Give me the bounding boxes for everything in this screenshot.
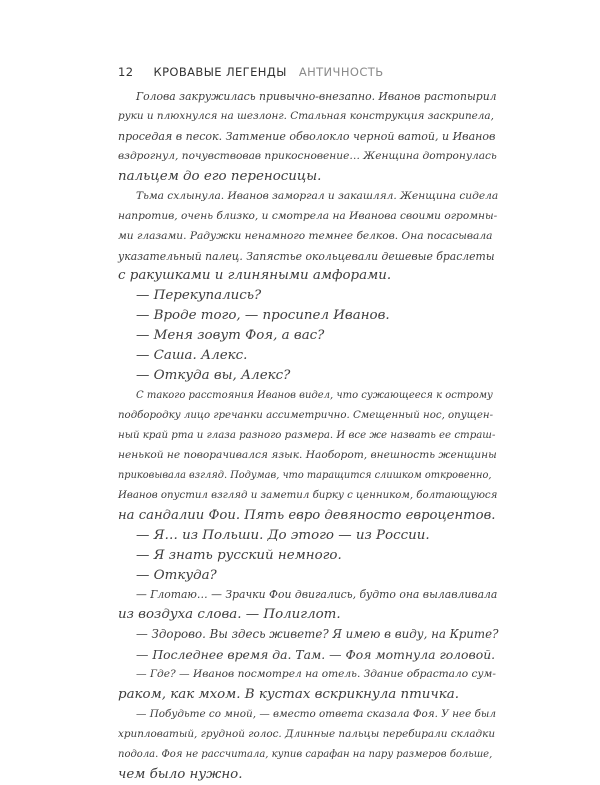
text-line: — Меня зовут Фоя, а вас? [136,328,325,344]
text-line: хрипловатый, грудной голос. Длинные пальцы перебирали складки [118,728,496,740]
text-line: с ракушками и глиняными амфорами. [118,268,392,284]
text-line: — Саша. Алекс. [136,348,248,364]
text-line: — Я… из Польши. До этого — из России. [136,527,430,543]
text-line: — Вроде того, — просипел Иванов. [136,308,390,324]
text-line: проседая в песок. Затмение обволокло черной ватой, и Иванов [118,129,496,143]
text-line: — Перекупались? [136,288,262,304]
running-head [118,65,383,79]
text-line: на сандалии Фои. Пять евро девяносто евроцентов. [118,507,496,523]
text-line: — Откуда? [136,567,217,583]
text-line: Тьма схлынула. Иванов заморгал и закашлял. Женщина сидела [136,189,499,202]
text-line: — Последнее время да. Там. — Фоя мотнула головой. [136,647,496,663]
body-text [118,87,498,785]
text-line: подола. Фоя не рассчитала, купив сарафан на пару размеров больше, [118,748,493,760]
text-line: ненькой не поворачивался язык. Наоборот, внешность женщины [118,448,497,461]
text-line: приковывала взгляд. Подумав, что таращится слишком откровенно, [118,469,492,481]
text-line: — Откуда вы, Алекс? [136,368,291,384]
text-line: ный край рта и глаза разного размера. И все же назвать ее страш- [118,429,496,441]
section-title: АНТИЧНОСТЬ [298,65,384,79]
text-line: указательный палец. Запястье окольцевали дешевые браслеты [118,249,495,263]
text-line: раком, как мхом. В кустах вскрикнула птичка. [118,687,459,703]
text-line: подбородку лицо гречанки ассиметрично. Смещенный нос, опущен- [118,410,494,421]
text-line: Иванов опустил взгляд и заметил бирку с ценником, болтающуюся [118,489,498,501]
text-line: чем было нужно. [118,766,243,782]
text-line: вздрогнул, почувствовав прикосновение… Женщина дотронулась [118,149,497,162]
page-number: 12 [118,65,134,79]
text-line: Голова закружилась привычно-внезапно. Иванов растопырил [136,90,497,103]
text-line: — Здорово. Вы здесь живете? Я имею в виду, на Крите? [136,627,499,642]
text-line: из воздуха слова. — Полиглот. [118,607,341,623]
text-line: ми глазами. Радужки ненамного темнее белков. Она посасывала [118,229,493,242]
text-line: — Я знать русский немного. [136,547,342,563]
book-title: КРОВАВЫЕ ЛЕГЕНДЫ [153,65,287,79]
text-line: пальцем до его переносицы. [118,168,322,184]
text-line: руки и плюхнулся на шезлонг. Стальная конструкция заскрипела, [118,109,494,122]
text-line: — Побудьте со мной, — вместо ответа сказала Фоя. У нее был [136,708,496,721]
text-line: — Где? — Иванов посмотрел на отель. Здание обрастало сум- [136,668,496,681]
text-line: С такого расстояния Иванов видел, что сужающееся к острому [136,390,493,402]
text-line: напротив, очень близко, и смотрела на Иванова своими огромны- [118,209,498,222]
text-line: — Глотаю… — Зрачки Фои двигались, будто она вылавливала [136,588,498,602]
